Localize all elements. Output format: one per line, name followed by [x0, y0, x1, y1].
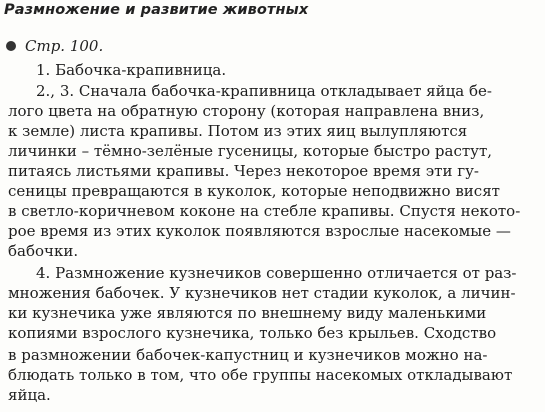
page-reference — [6, 37, 103, 55]
bullet-icon — [6, 41, 16, 51]
answer-line: питаясь листьями крапивы. Через некоторое время эти гу- — [8, 162, 479, 180]
answer-line: в размножении бабочек-капустниц и кузнечиков можно на- — [8, 346, 488, 364]
answer-line: к земле) листа крапивы. Потом из этих яиц вылупляются — [8, 122, 468, 140]
answer-line: 1. Бабочка-крапивница. — [36, 61, 227, 79]
answer-line: ки кузнечика уже являются по внешнему виду маленькими — [8, 304, 487, 322]
answer-line: сеницы превращаются в куколок, которые неподвижно висят — [8, 182, 500, 200]
answer-line: блюдать только в том, что обе группы насекомых откладывают — [8, 366, 513, 384]
answer-line: в светло-коричневом коконе на стебле крапивы. Спустя некото- — [8, 202, 521, 220]
answer-line: множения бабочек. У кузнечиков нет стадии куколок, а личин- — [8, 284, 516, 302]
answer-line: 2., 3. Сначала бабочка-крапивница откладывает яйца бе- — [36, 82, 492, 100]
page-reference-label: Стр. 100. — [25, 37, 104, 55]
answer-line: яйца. — [8, 386, 51, 404]
answer-line: рое время из этих куколок появляются взрослые насекомые — — [8, 222, 511, 240]
answer-line: бабочки. — [8, 242, 79, 260]
section-heading: Размножение и развитие животных — [4, 2, 309, 18]
answer-line: копиями взрослого кузнечика, только без крыльев. Сходство — [8, 324, 497, 342]
answer-line: личинки – тёмно-зелёные гусеницы, которые быстро растут, — [8, 142, 493, 160]
answer-line: 4. Размножение кузнечиков совершенно отличается от раз- — [36, 264, 517, 282]
answer-line: лого цвета на обратную сторону (которая направлена вниз, — [8, 102, 485, 120]
